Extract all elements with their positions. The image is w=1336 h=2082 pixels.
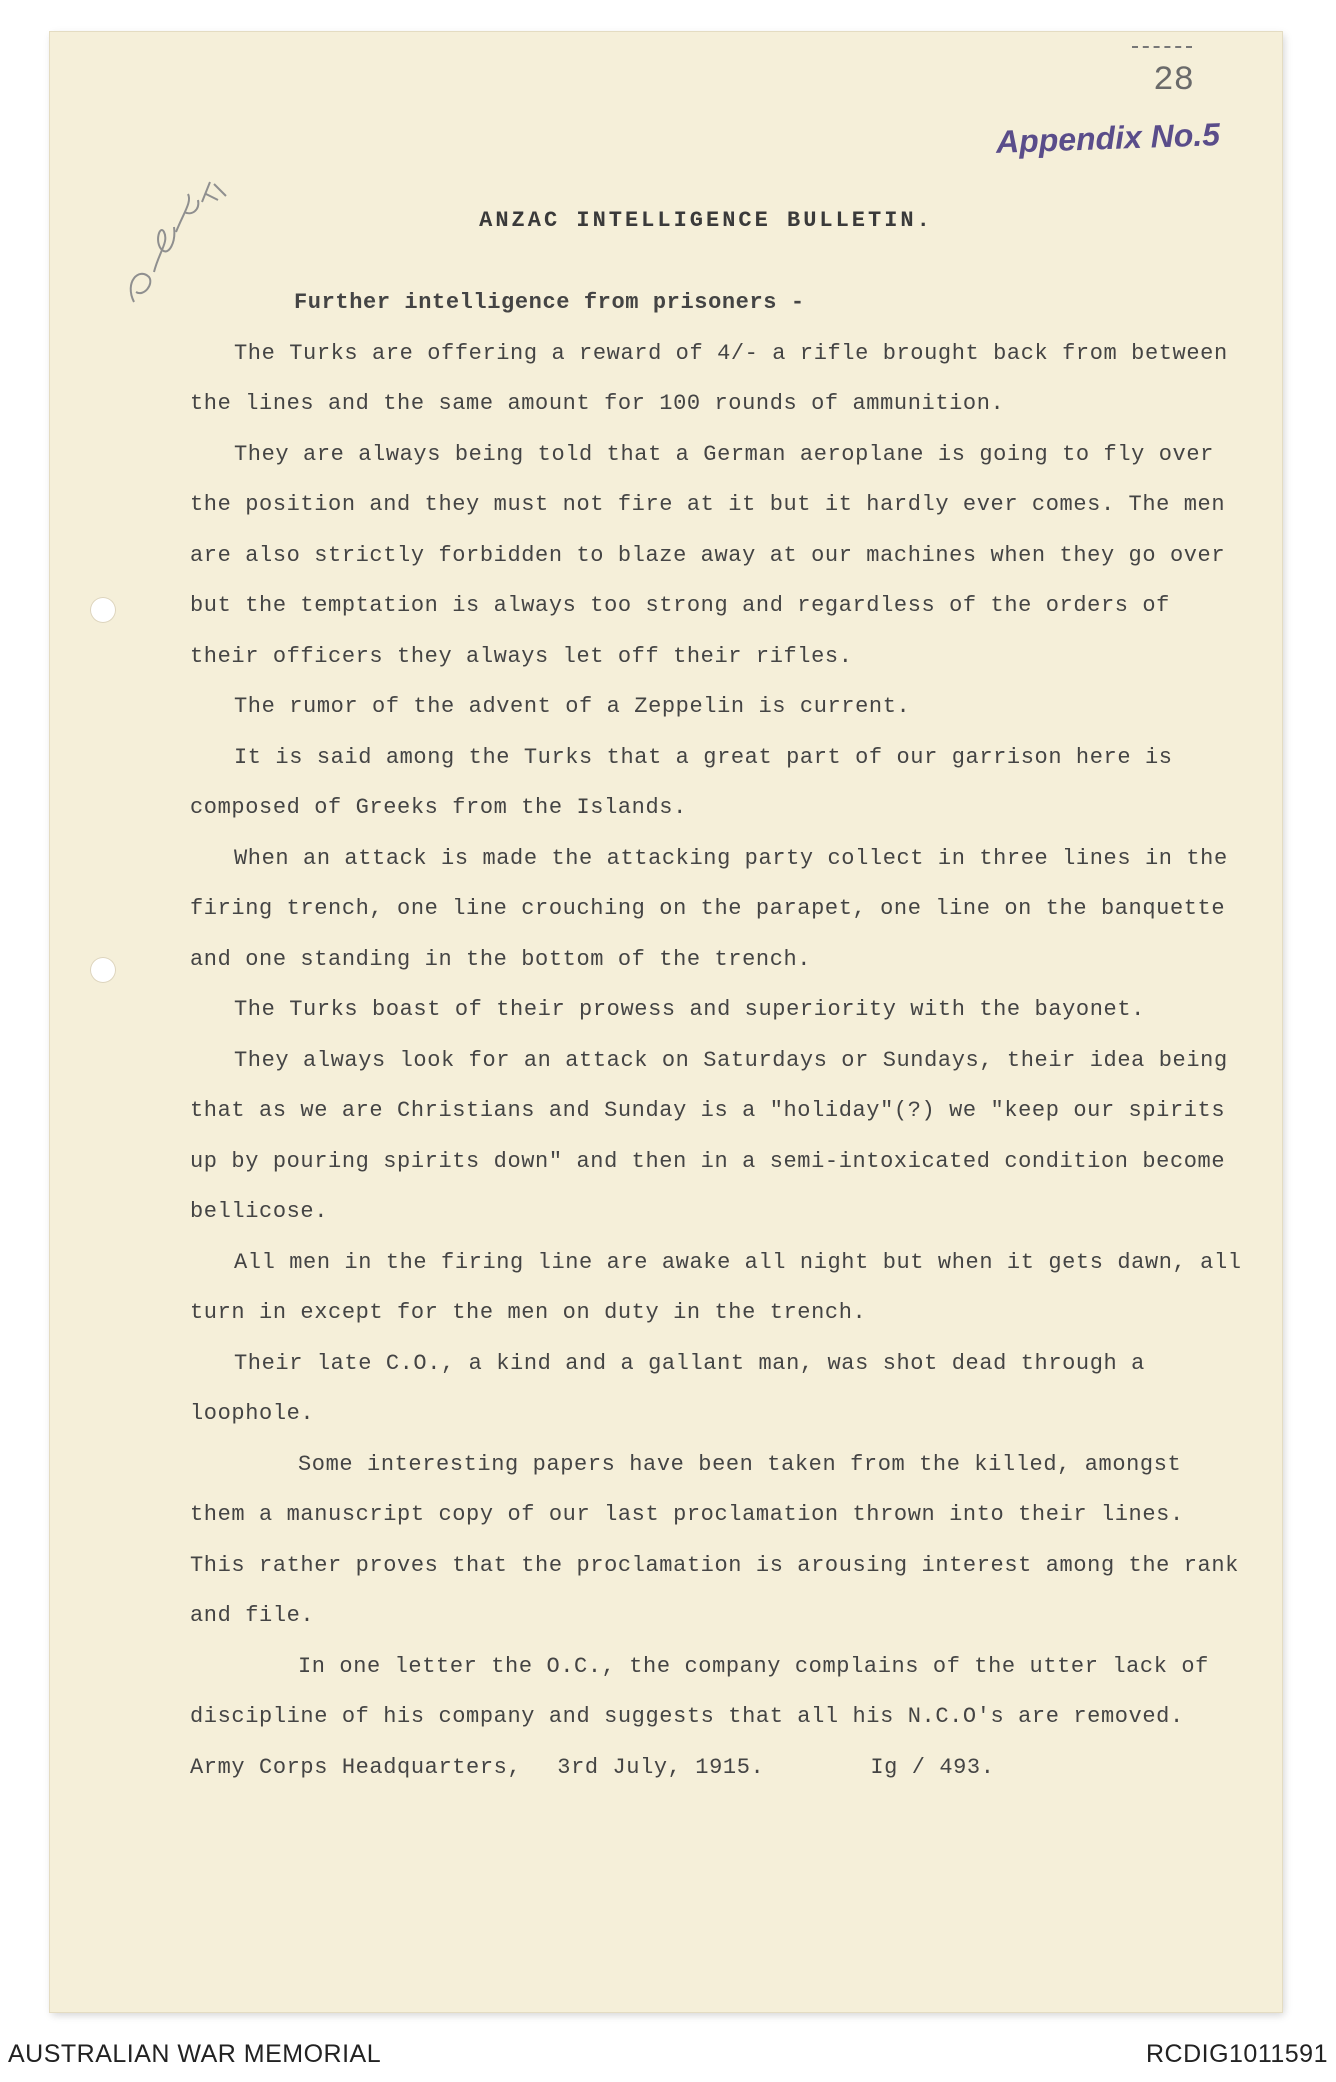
- footer-institution: AUSTRALIAN WAR MEMORIAL: [8, 2039, 382, 2068]
- paragraph-1: The Turks are offering a reward of 4/- a rifle brought back from between the lines and the same amount for 100 rounds of ammunition.: [190, 340, 1228, 416]
- paragraph-11: In one letter the O.C., the company complains of the utter lack of discipline of his company and suggests that all his N.C.O's are removed.: [190, 1653, 1209, 1729]
- appendix-stamp: Appendix No.5: [995, 116, 1221, 160]
- paragraph-6: The Turks boast of their prowess and superiority with the bayonet.: [234, 997, 1145, 1022]
- signature-line: [190, 1743, 1250, 1794]
- document-page: [50, 32, 1282, 2012]
- paragraph-10: Some interesting papers have been taken from the killed, amongst them a manuscript copy of our last proclamation thrown into their lines. This rather proves that the proclamation is arousing interest among the rank and file.: [190, 1451, 1239, 1628]
- reference-number: Ig / 493.: [870, 1754, 995, 1780]
- bulletin-title: ANZAC INTELLIGENCE BULLETIN.: [479, 208, 933, 233]
- signature-place: Army Corps Headquarters,: [190, 1754, 522, 1780]
- punch-hole-lower: [90, 957, 116, 983]
- paragraph-2: They are always being told that a German aeroplane is going to fly over the position and they must not fire at it but it hardly ever comes. The men are also strictly forbidden to blaze away at our machines when they go over but the temptation is always too strong and regardless of the orders of their officers they always let off their rifles.: [190, 441, 1226, 669]
- paragraph-7: They always look for an attack on Saturdays or Sundays, their idea being that as we are Christians and Sunday is a "holiday"(?) we "keep our spirits up by pouring spirits down" and then in a semi-intoxicated condition become bellicose.: [190, 1047, 1228, 1224]
- paragraph-5: When an attack is made the attacking party collect in three lines in the firing trench, one line crouching on the parapet, one line on the banquette and one standing in the bottom of the trench.: [190, 845, 1228, 972]
- page-number: 28: [1153, 62, 1194, 100]
- footer-record-id: RCDIG1011591: [1145, 2039, 1328, 2068]
- archive-footer: [0, 2026, 1336, 2082]
- paragraph-3: The rumor of the advent of a Zeppelin is current.: [234, 694, 911, 719]
- punch-hole-upper: [90, 597, 116, 623]
- signature-date: 3rd July, 1915.: [557, 1754, 765, 1780]
- bulletin-body: [190, 278, 1250, 1793]
- top-rule: [1132, 46, 1192, 48]
- paragraph-9: Their late C.O., a kind and a gallant man, was shot dead through a loophole.: [190, 1350, 1145, 1426]
- subheading: Further intelligence from prisoners -: [294, 290, 805, 315]
- paragraph-8: All men in the firing line are awake all night but when it gets dawn, all turn in except for the men on duty in the trench.: [190, 1249, 1242, 1325]
- paragraph-4: It is said among the Turks that a great part of our garrison here is composed of Greeks from the Islands.: [190, 744, 1173, 820]
